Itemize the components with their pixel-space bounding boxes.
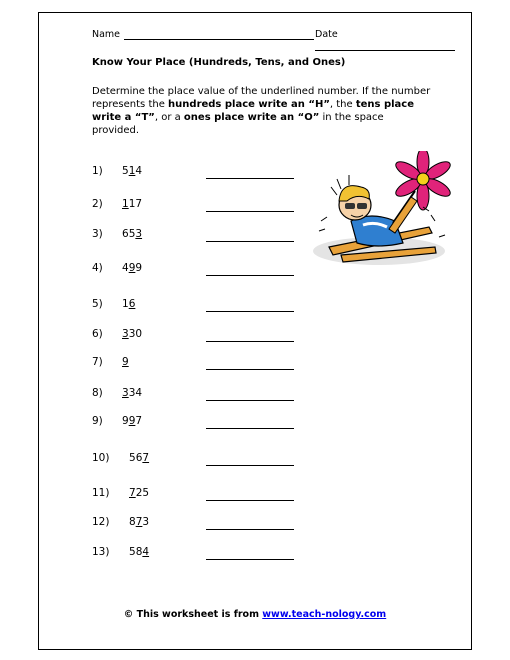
digit: 4 [122,262,129,274]
problem-row [92,164,142,178]
instructions-text-2: , the [329,99,356,110]
source-link[interactable]: www.teach-nology.com [262,609,387,620]
problem-number: 12) [92,516,110,528]
underlined-digit: 7 [135,516,143,528]
digit: 8 [129,516,136,528]
footer-credit [39,609,471,620]
problem-number-value [129,515,149,529]
problem-row [92,515,149,529]
answer-blank[interactable] [206,177,294,179]
answer-blank[interactable] [206,368,294,370]
problem-number-value [122,327,142,341]
worksheet-title: Know Your Place (Hundreds, Tens, and Ones) [92,57,346,68]
digit: 5 [122,165,129,177]
problem-number-value [129,486,149,500]
digit: 4 [135,387,143,399]
digit: 4 [135,165,143,177]
underlined-digit: 3 [122,328,129,340]
instructions-text-4: in the space provided. [92,112,384,136]
digit: 9 [122,415,129,427]
problem-number-value [122,197,142,211]
underlined-digit: 7 [129,487,136,499]
problem-number: 7) [92,356,103,368]
flower-icon [393,151,451,210]
answer-blank[interactable] [206,558,294,560]
skier-clipart [311,151,451,279]
problem-number: 1) [92,165,103,177]
problem-number: 6) [92,328,103,340]
digit: 7 [135,198,143,210]
instructions-text-1: Determine the place value of the underlined number. If the number represents the [92,86,431,110]
digit: 5 [142,487,150,499]
problem-number-value [129,545,149,559]
underlined-digit: 3 [122,387,129,399]
underlined-digit: 1 [122,198,129,210]
underlined-digit: 9 [128,262,136,274]
digit: 3 [128,328,136,340]
digit: 9 [135,262,143,274]
problem-number: 9) [92,415,103,427]
name-field[interactable] [92,29,314,40]
problem-number-value [129,451,149,465]
problem-number-value [122,227,142,241]
underlined-digit: 9 [122,356,129,368]
instructions-ones: ones place write an “O” [183,112,320,123]
problem-number: 11) [92,487,110,499]
problem-number: 3) [92,228,103,240]
digit: 1 [122,298,129,310]
digit: 1 [128,198,136,210]
date-blank-line[interactable] [315,40,455,51]
date-label: Date [315,29,338,40]
problem-number: 10) [92,452,110,464]
digit: 7 [135,415,143,427]
footer-prefix: © This worksheet is from [123,609,263,620]
problem-number-value [122,386,142,400]
problem-row [92,327,142,341]
problem-number: 2) [92,198,103,210]
digit: 5 [128,228,136,240]
underlined-digit: 7 [142,452,150,464]
problem-number-value [122,261,142,275]
problem-number-value [122,164,142,178]
answer-blank[interactable] [206,427,294,429]
answer-blank[interactable] [206,399,294,401]
digit: 2 [135,487,143,499]
answer-blank[interactable] [206,210,294,212]
answer-blank[interactable] [206,499,294,501]
problem-number: 8) [92,387,103,399]
problem-row [92,545,149,559]
problem-row [92,261,142,275]
problem-row [92,197,142,211]
instructions [92,85,432,137]
date-field[interactable] [315,29,471,51]
digit: 6 [135,452,143,464]
answer-blank[interactable] [206,340,294,342]
problem-number-value [122,355,129,369]
instructions-tens: tens place write a “T” [92,99,415,123]
problem-row [92,227,142,241]
problem-row [92,297,135,311]
problem-number: 4) [92,262,103,274]
underlined-digit: 3 [135,228,143,240]
answer-blank[interactable] [206,310,294,312]
instructions-hundreds: hundreds place write an “H” [168,99,330,110]
digit: 3 [128,387,136,399]
name-blank-line[interactable] [124,29,314,40]
digit: 0 [135,328,143,340]
problem-number-value [122,297,135,311]
problem-row [92,451,149,465]
problem-row [92,386,142,400]
answer-blank[interactable] [206,274,294,276]
underlined-digit: 1 [128,165,136,177]
problem-number-value [122,414,142,428]
digit: 5 [129,546,136,558]
answer-blank[interactable] [206,464,294,466]
instructions-text-3: , or a [154,112,184,123]
underlined-digit: 9 [128,415,136,427]
problem-number: 13) [92,546,110,558]
digit: 3 [142,516,150,528]
underlined-digit: 6 [128,298,136,310]
digit: 5 [129,452,136,464]
problem-row [92,486,149,500]
problem-row [92,355,129,369]
underlined-digit: 4 [142,546,150,558]
name-label: Name [92,29,121,40]
problem-row [92,414,142,428]
problem-number: 5) [92,298,103,310]
digit: 6 [122,228,129,240]
answer-blank[interactable] [206,240,294,242]
digit: 8 [135,546,143,558]
worksheet-page [38,12,472,650]
answer-blank[interactable] [206,528,294,530]
